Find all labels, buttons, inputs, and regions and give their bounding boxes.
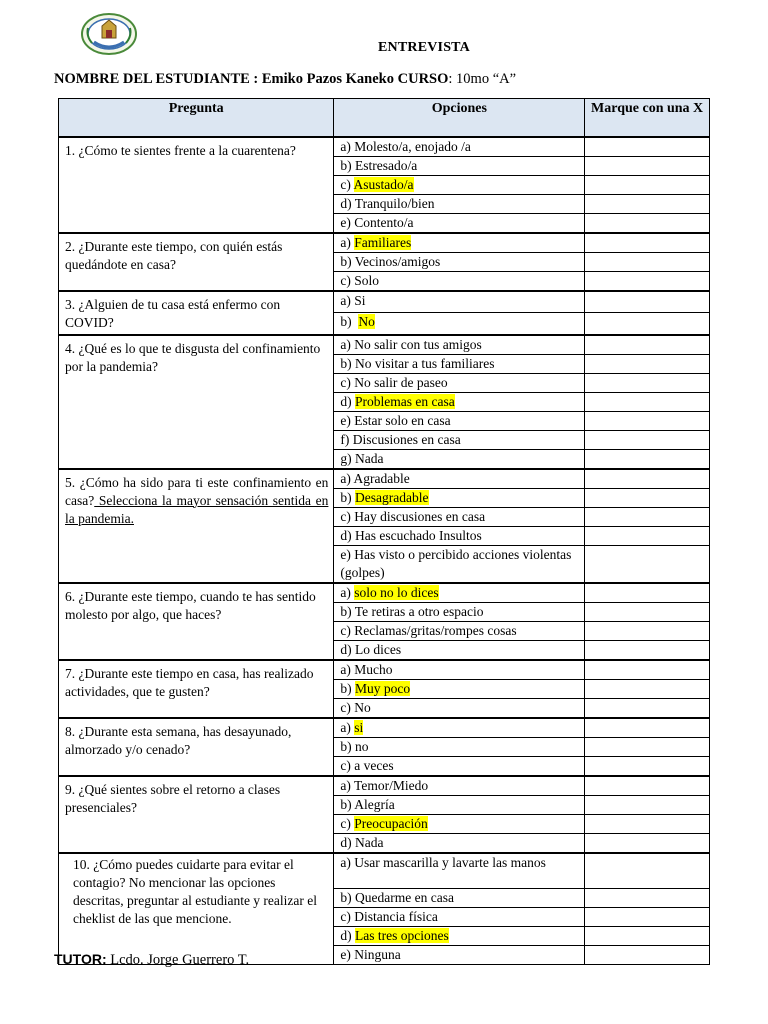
header-question: Pregunta [59, 99, 334, 137]
option-prefix: b) [340, 355, 356, 371]
option-cell [334, 545, 585, 583]
mark-cell[interactable] [585, 354, 710, 373]
option-prefix: c) [340, 757, 355, 773]
option-prefix: b) [340, 253, 355, 269]
option-label: Distancia física [354, 909, 438, 924]
option-label: Nada [355, 450, 384, 466]
question-text: 5. ¿Cómo ha sido para ti este confinamiento en casa? [65, 474, 329, 508]
option-label: no [355, 738, 369, 754]
question-7-text [59, 660, 334, 718]
option-label: Contento/a [354, 214, 414, 230]
option-label-highlighted: solo no lo dices [354, 584, 439, 600]
option-prefix: a) [340, 584, 355, 600]
student-label: NOMBRE DEL ESTUDIANTE : [54, 71, 259, 87]
option-prefix: b) [340, 738, 356, 754]
option-row [59, 853, 710, 889]
question-10-text [59, 853, 334, 965]
mark-cell[interactable] [585, 213, 710, 233]
mark-cell[interactable] [585, 252, 710, 271]
mark-cell[interactable] [585, 660, 710, 680]
option-label-highlighted: No [358, 314, 375, 329]
mark-cell[interactable] [585, 545, 710, 583]
question-3-text [59, 291, 334, 335]
option-prefix: a) [340, 719, 355, 735]
option-prefix: e) [340, 947, 355, 962]
option-prefix: d) [340, 393, 356, 409]
option-cell [334, 795, 585, 814]
option-prefix: c) [340, 909, 355, 924]
table-header-row [59, 99, 710, 137]
option-cell [334, 313, 585, 335]
option-cell [334, 583, 585, 603]
question-text: 2. ¿Durante este tiempo, con quién estás quedándote en casa? [65, 238, 283, 272]
option-prefix: f) [340, 431, 353, 447]
option-cell [334, 194, 585, 213]
option-cell [334, 449, 585, 469]
mark-cell[interactable] [585, 488, 710, 507]
option-prefix: g) [340, 450, 356, 466]
option-label: Reclamas/gritas/rompes cosas [354, 622, 517, 638]
mark-cell[interactable] [585, 271, 710, 291]
question-8-text [59, 718, 334, 776]
option-cell [334, 660, 585, 680]
option-cell [334, 698, 585, 718]
option-label-highlighted: Familiares [354, 234, 412, 250]
option-cell [334, 213, 585, 233]
option-label: Mucho [354, 661, 393, 677]
option-row [59, 660, 710, 680]
option-prefix: d) [340, 641, 356, 657]
question-instruction: Selecciona la mayor sensación sentida en la pandemia. [65, 492, 329, 526]
mark-cell[interactable] [585, 621, 710, 640]
option-label: Vecinos/amigos [354, 253, 441, 269]
option-prefix: d) [340, 834, 356, 850]
option-prefix: c) [340, 176, 354, 192]
option-label: a veces [354, 757, 394, 773]
mark-cell[interactable] [585, 156, 710, 175]
question-text: 4. ¿Qué es lo que te disgusta del confinamiento por la pandemia? [65, 340, 321, 374]
option-row [59, 233, 710, 253]
option-cell [334, 373, 585, 392]
interview-table [58, 98, 710, 965]
option-prefix: c) [340, 272, 355, 288]
option-cell [334, 156, 585, 175]
option-label: No visitar a tus familiares [355, 355, 495, 371]
mark-cell[interactable] [585, 507, 710, 526]
option-prefix: a) [340, 234, 355, 250]
option-cell [334, 927, 585, 946]
tutor-line [54, 951, 249, 969]
question-9-text [59, 776, 334, 853]
mark-cell[interactable] [585, 449, 710, 469]
option-row [59, 776, 710, 796]
option-label-highlighted: Muy poco [355, 680, 411, 696]
question-6-text [59, 583, 334, 660]
option-cell [334, 137, 585, 157]
mark-cell[interactable] [585, 795, 710, 814]
mark-cell[interactable] [585, 313, 710, 335]
mark-cell[interactable] [585, 291, 710, 313]
option-prefix: a) [340, 292, 355, 308]
option-prefix: b) [340, 796, 355, 812]
question-1-text [59, 137, 334, 233]
option-label: Ninguna [354, 947, 401, 962]
option-prefix: b) [340, 890, 356, 905]
option-prefix: c) [340, 699, 355, 715]
option-cell [334, 469, 585, 489]
option-cell [334, 908, 585, 927]
option-prefix: e) [340, 546, 355, 562]
mark-cell[interactable] [585, 526, 710, 545]
header-options: Opciones [334, 99, 585, 137]
option-cell [334, 737, 585, 756]
option-prefix: b) [340, 603, 355, 619]
option-label: Usar mascarilla y lavarte las manos [354, 854, 546, 870]
option-label-highlighted: Asustado/a [353, 176, 414, 192]
option-label: Si [354, 292, 366, 308]
mark-cell[interactable] [585, 908, 710, 927]
option-row [59, 291, 710, 313]
mark-cell[interactable] [585, 889, 710, 908]
mark-cell[interactable] [585, 430, 710, 449]
mark-cell[interactable] [585, 679, 710, 698]
question-4-text [59, 335, 334, 469]
option-label: Lo dices [355, 641, 402, 657]
student-info-line [54, 71, 516, 88]
option-cell [334, 946, 585, 965]
option-prefix: a) [340, 138, 355, 154]
option-cell [334, 526, 585, 545]
mark-cell[interactable] [585, 335, 710, 355]
option-row [59, 583, 710, 603]
header-mark: Marque con una X [585, 99, 710, 137]
mark-cell[interactable] [585, 833, 710, 853]
option-prefix: e) [340, 412, 355, 428]
option-prefix: b) [340, 157, 356, 173]
option-label: No [354, 699, 371, 715]
table-body [59, 137, 710, 965]
option-prefix: c) [340, 815, 355, 831]
mark-cell[interactable] [585, 814, 710, 833]
option-prefix: b) [340, 680, 356, 696]
mark-cell[interactable] [585, 640, 710, 660]
option-prefix: d) [340, 527, 356, 543]
option-label: Hay discusiones en casa [354, 508, 486, 524]
course-label: CURSO [397, 71, 449, 87]
mark-cell[interactable] [585, 373, 710, 392]
option-cell [334, 392, 585, 411]
mark-cell[interactable] [585, 718, 710, 738]
option-cell [334, 354, 585, 373]
option-label: Agradable [353, 470, 410, 486]
question-text: 3. ¿Alguien de tu casa está enfermo con COVID? [65, 296, 281, 330]
mark-cell[interactable] [585, 776, 710, 796]
option-cell [334, 411, 585, 430]
option-row [59, 469, 710, 489]
mark-cell[interactable] [585, 946, 710, 965]
option-label-highlighted: Preocupación [354, 815, 428, 831]
option-cell [334, 814, 585, 833]
option-label: Has escuchado Insultos [355, 527, 482, 543]
mark-cell[interactable] [585, 583, 710, 603]
tutor-label: TUTOR: [54, 951, 107, 967]
option-label: Estar solo en casa [354, 412, 451, 428]
option-cell [334, 853, 585, 889]
question-text: 6. ¿Durante este tiempo, cuando te has sentido molesto por algo, que haces? [65, 588, 316, 622]
option-prefix: b) [340, 314, 359, 329]
student-name: Emiko Pazos Kaneko [261, 71, 394, 87]
option-cell [334, 291, 585, 313]
option-cell [334, 776, 585, 796]
option-cell [334, 640, 585, 660]
question-text: 9. ¿Qué sientes sobre el retorno a clases presenciales? [65, 781, 281, 815]
option-cell [334, 833, 585, 853]
option-label-highlighted: Desagradable [355, 489, 429, 505]
question-text: 10. ¿Cómo puedes cuidarte para evitar el contagio? No mencionar las opciones descritas, preguntar al estudiante y realizar el cheklist de las que mencione. [73, 856, 318, 926]
option-prefix: c) [340, 622, 355, 638]
option-row [59, 335, 710, 355]
option-label: No salir de paseo [354, 374, 448, 390]
option-cell [334, 252, 585, 271]
mark-cell[interactable] [585, 698, 710, 718]
option-label: Estresado/a [355, 157, 418, 173]
mark-cell[interactable] [585, 927, 710, 946]
mark-cell[interactable] [585, 392, 710, 411]
question-text: 7. ¿Durante este tiempo en casa, has realizado actividades, que te gusten? [65, 665, 314, 699]
option-cell [334, 756, 585, 776]
option-cell [334, 271, 585, 291]
option-cell [334, 718, 585, 738]
option-prefix: d) [340, 195, 355, 211]
option-label: Discusiones en casa [352, 431, 461, 447]
mark-cell[interactable] [585, 469, 710, 489]
mark-cell[interactable] [585, 137, 710, 157]
option-prefix: d) [340, 928, 356, 943]
mark-cell[interactable] [585, 411, 710, 430]
question-2-text [59, 233, 334, 291]
option-cell [334, 602, 585, 621]
option-prefix: c) [340, 508, 355, 524]
option-row [59, 718, 710, 738]
mark-cell[interactable] [585, 756, 710, 776]
option-label: Te retiras a otro espacio [354, 603, 484, 619]
option-label: Quedarme en casa [355, 890, 454, 905]
option-cell [334, 233, 585, 253]
option-prefix: c) [340, 374, 355, 390]
option-cell [334, 335, 585, 355]
option-prefix: a) [340, 777, 355, 793]
option-cell [334, 621, 585, 640]
option-label: Has visto o percibido acciones violentas (golpes) [340, 546, 572, 580]
option-cell [334, 430, 585, 449]
option-prefix: b) [340, 489, 356, 505]
option-label: Solo [354, 272, 380, 288]
mark-cell[interactable] [585, 233, 710, 253]
mark-cell[interactable] [585, 175, 710, 194]
question-text: 1. ¿Cómo te sientes frente a la cuarentena? [65, 142, 296, 158]
mark-cell[interactable] [585, 194, 710, 213]
option-prefix: e) [340, 214, 355, 230]
option-cell [334, 175, 585, 194]
option-prefix: a) [340, 336, 355, 352]
tutor-name: Lcdo. Jorge Guerrero T. [106, 952, 250, 968]
option-label-highlighted: si [354, 719, 364, 735]
mark-cell[interactable] [585, 853, 710, 889]
option-cell [334, 889, 585, 908]
document-title: ENTREVISTA [378, 40, 470, 55]
question-5-text [59, 469, 334, 583]
option-label: Temor/Miedo [354, 777, 429, 793]
option-label: Tranquilo/bien [354, 195, 435, 211]
course-value: : 10mo “A” [448, 71, 517, 87]
option-label: Nada [355, 834, 384, 850]
option-label: Molesto/a, enojado /a [354, 138, 471, 154]
mark-cell[interactable] [585, 737, 710, 756]
option-prefix: a) [340, 661, 355, 677]
option-cell [334, 488, 585, 507]
option-row [59, 137, 710, 157]
mark-cell[interactable] [585, 602, 710, 621]
question-text: 8. ¿Durante esta semana, has desayunado, almorzado y/o cenado? [65, 723, 292, 757]
option-prefix: a) [340, 470, 354, 486]
option-label-highlighted: Las tres opciones [355, 928, 449, 943]
option-label-highlighted: Problemas en casa [355, 393, 455, 409]
option-prefix: a) [340, 854, 355, 870]
option-label: Alegría [354, 796, 395, 812]
option-cell [334, 679, 585, 698]
option-cell [334, 507, 585, 526]
option-label: No salir con tus amigos [354, 336, 482, 352]
